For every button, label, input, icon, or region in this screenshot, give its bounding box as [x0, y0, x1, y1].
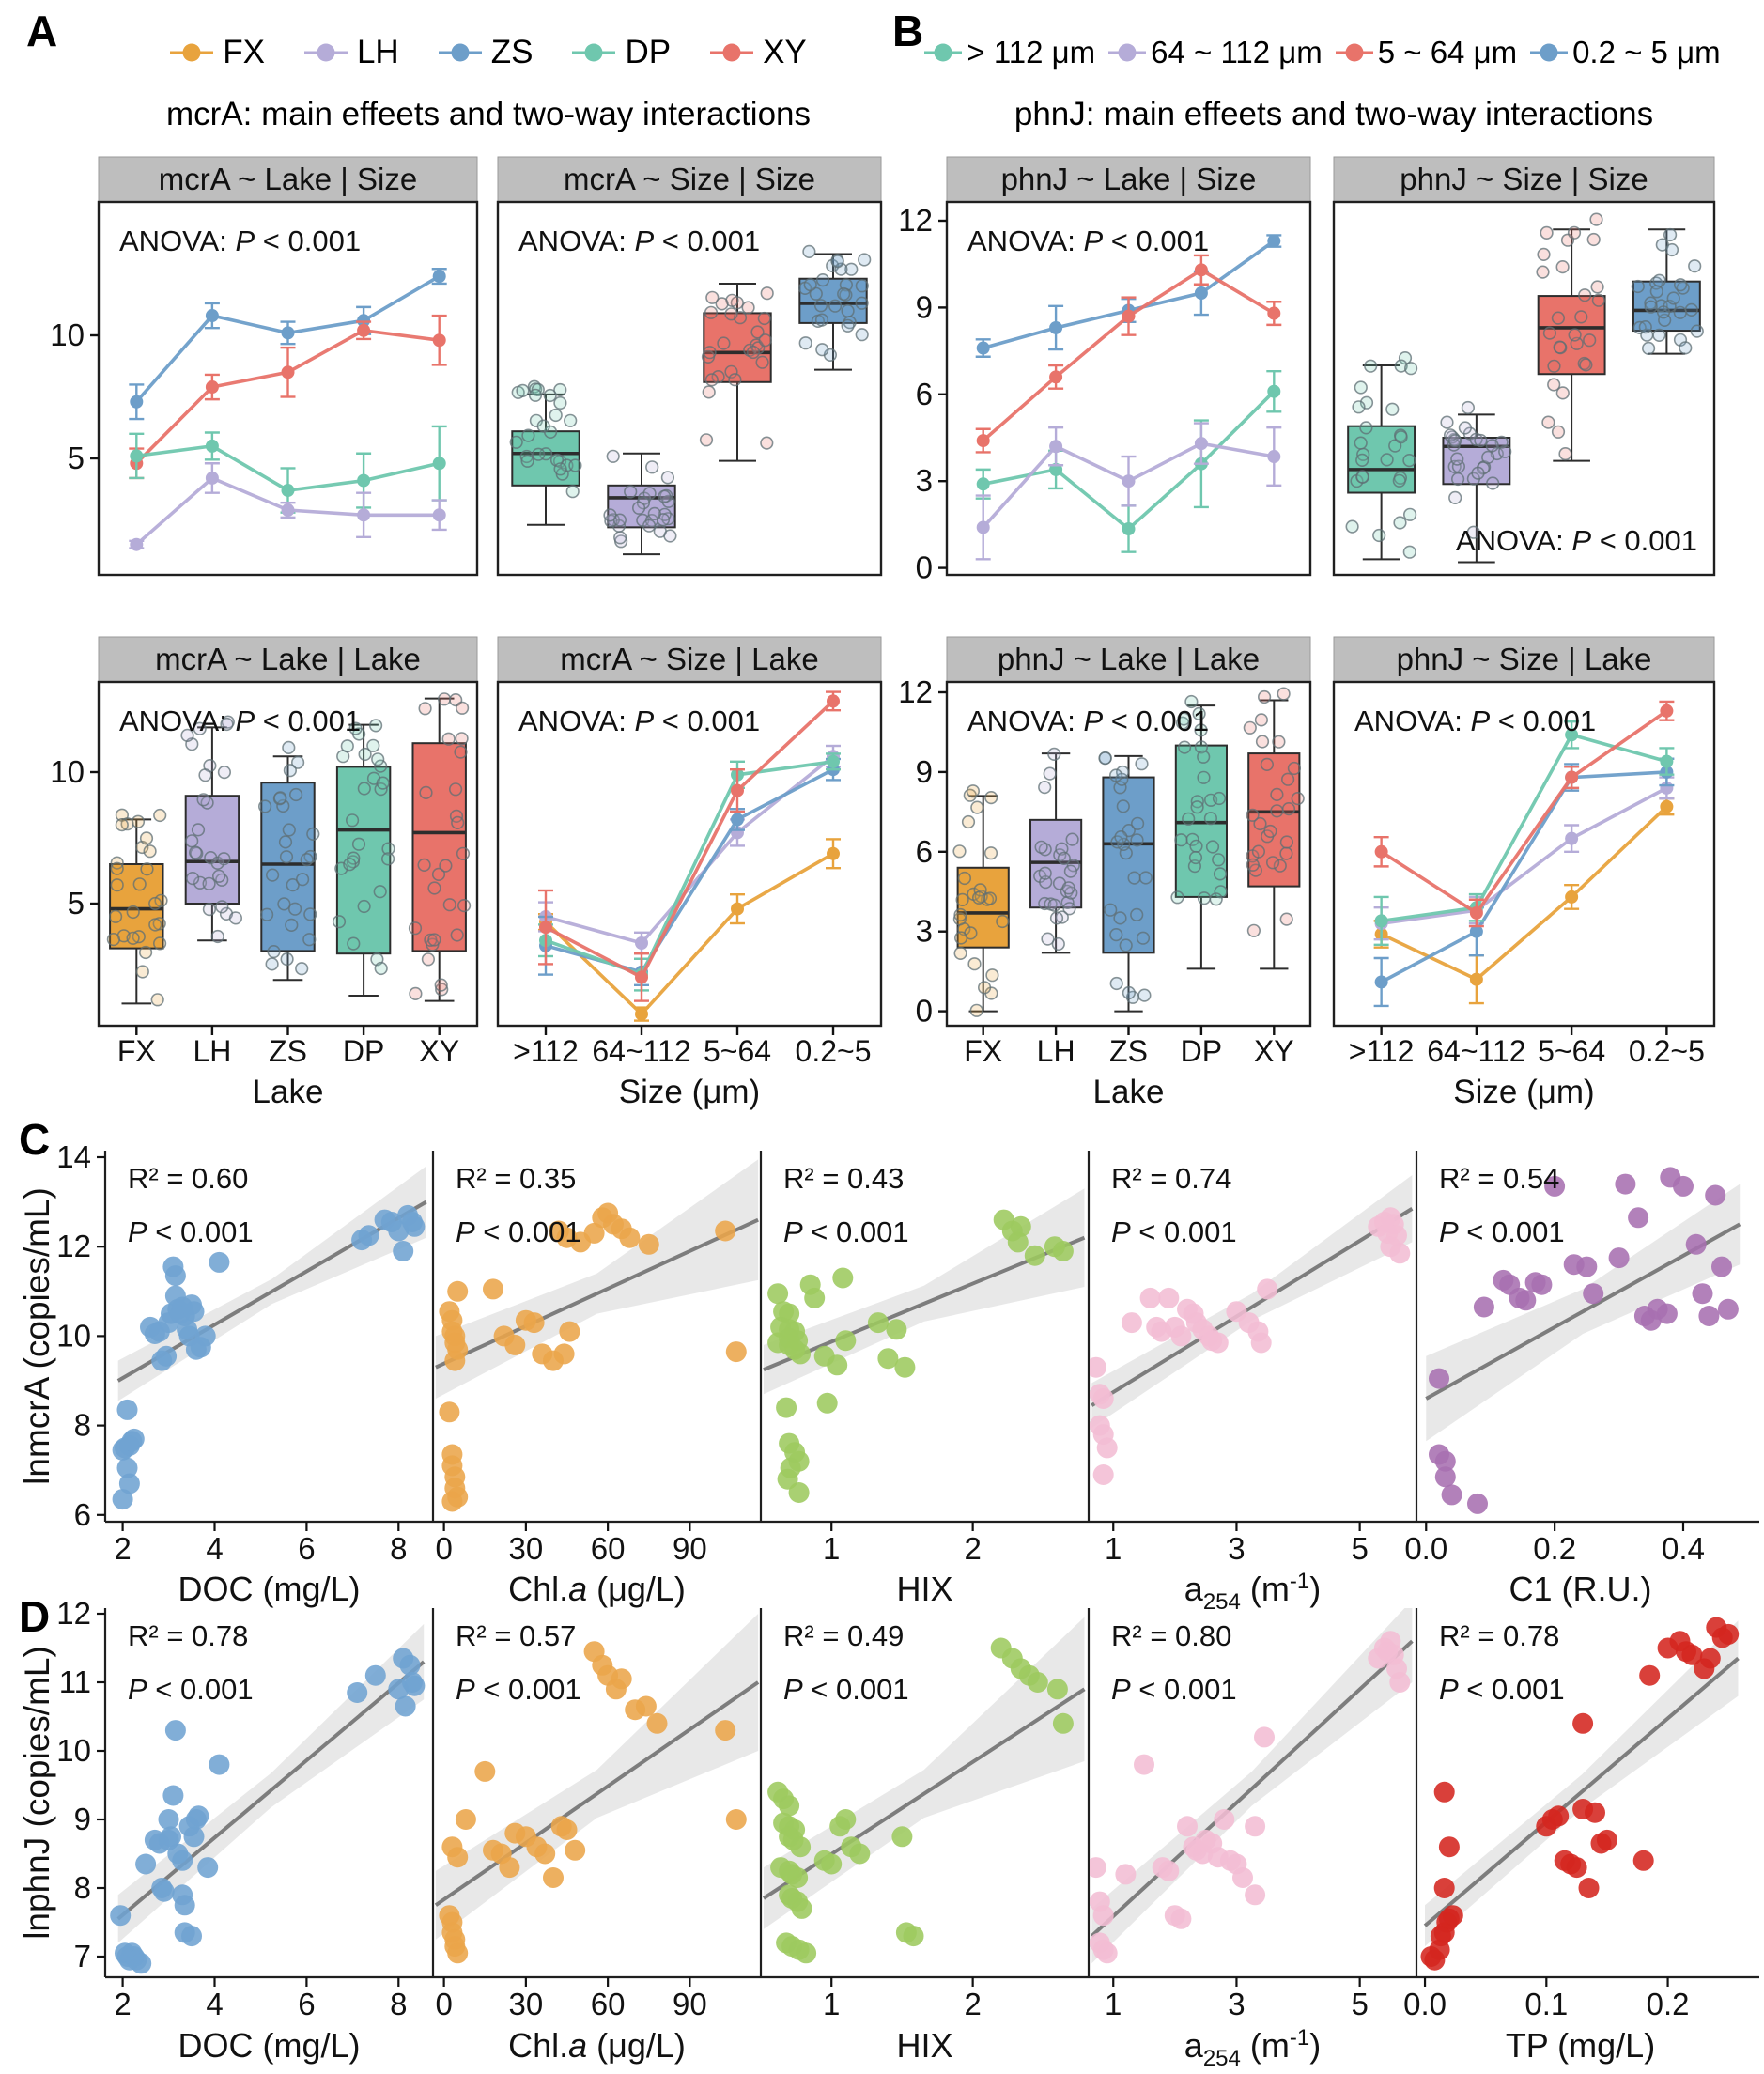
panel-a-legend — [94, 28, 883, 77]
y-tick-label: 5 — [67, 441, 85, 475]
y-axis-title: lnphnJ (copies/mL) — [18, 1646, 56, 1940]
scatter-c_a254 — [1086, 1151, 1416, 1615]
x-tick-label: 5~64 — [703, 1034, 772, 1068]
anova-annotation: ANOVA: P < 0.001 — [119, 224, 362, 257]
panel-c-label: C — [19, 1115, 51, 1164]
scatter-c_chla — [433, 1151, 761, 1608]
scatter-c_c1 — [1404, 1151, 1759, 1608]
x-tick-label: ZS — [269, 1034, 307, 1068]
x-tick-label: 60 — [590, 1531, 626, 1566]
legend-label: XY — [763, 34, 807, 70]
anova-annotation: ANOVA: P < 0.001 — [518, 704, 761, 737]
x-tick-label: LH — [1036, 1034, 1075, 1068]
scatter-row-D — [18, 1596, 1759, 2071]
legend-label: LH — [356, 34, 399, 70]
x-tick-label: 1 — [1105, 1531, 1122, 1566]
y-tick-label: 10 — [50, 754, 85, 789]
x-tick-label: 6 — [298, 1531, 316, 1566]
subplot-mcrA_size_size — [498, 157, 881, 575]
y-tick-label: 6 — [915, 833, 933, 869]
facet-header-text: mcrA ~ Size | Size — [563, 162, 816, 196]
legend-label: DP — [625, 34, 672, 70]
legend-pointrange-icon — [170, 40, 213, 65]
x-tick-label: 90 — [673, 1531, 707, 1566]
y-tick-label: 12 — [56, 1229, 91, 1264]
x-tick-label: 0.0 — [1404, 1531, 1448, 1566]
x-tick-label: 1 — [823, 1987, 841, 2021]
x-tick-label: 6 — [298, 1987, 316, 2021]
panel-b-legend — [885, 28, 1760, 77]
scatter-row-C — [18, 1139, 1759, 1615]
x-axis-title: Lake — [1092, 1074, 1165, 1110]
p-value-annotation: P < 0.001 — [456, 1673, 581, 1706]
scatter-d_tp — [1403, 1608, 1759, 2065]
scatter-d_doc — [56, 1596, 433, 2065]
y-tick-label: 10 — [50, 317, 85, 352]
p-value-annotation: P < 0.001 — [1439, 1215, 1565, 1248]
x-tick-label: 0.0 — [1403, 1987, 1447, 2021]
panel-b-title: phnJ: main effeets and two-way interactions — [1014, 96, 1654, 132]
anova-annotation: ANOVA: P < 0.001 — [1354, 704, 1597, 737]
y-tick-label: 7 — [73, 1939, 91, 1973]
y-tick-label: 14 — [56, 1139, 91, 1174]
legend-pointrange-icon — [924, 40, 962, 65]
x-tick-label: 0.2~5 — [795, 1034, 872, 1068]
legend-pointrange-icon — [304, 40, 348, 65]
facet-header-text: mcrA ~ Lake | Size — [158, 162, 418, 196]
x-tick-label: 1 — [1105, 1987, 1122, 2021]
scatter-content — [436, 1159, 758, 1511]
y-tick-label: 6 — [915, 376, 933, 411]
legend-item-64 ~ 112 μm — [1108, 35, 1323, 70]
y-tick-label: 12 — [56, 1596, 91, 1631]
legend-pointrange-icon — [1530, 40, 1568, 65]
legend-label: 64 ~ 112 μm — [1151, 35, 1323, 70]
legend-item-FX — [170, 34, 265, 71]
legend-item-ZS — [439, 34, 534, 71]
scatter-c_hix — [761, 1151, 1089, 1608]
p-value-annotation: P < 0.001 — [783, 1215, 909, 1248]
scatter-c_doc — [56, 1139, 433, 1608]
subplot-mcrA_lake_size — [50, 157, 477, 575]
x-tick-label: 2 — [964, 1987, 982, 2021]
facet-header-text: phnJ ~ Lake | Size — [1000, 162, 1257, 196]
x-tick-label: 30 — [508, 1531, 544, 1566]
x-tick-label: 2 — [114, 1987, 132, 2021]
y-tick-label: 0 — [915, 549, 933, 585]
x-tick-label: 8 — [390, 1987, 408, 2021]
y-tick-label: 10 — [56, 1733, 91, 1768]
scatter-d_chla — [433, 1608, 761, 2065]
y-tick-label: 8 — [73, 1870, 91, 1905]
x-tick-label: 3 — [1228, 1987, 1246, 2021]
x-tick-label: 4 — [206, 1531, 224, 1566]
y-tick-label: 9 — [73, 1802, 91, 1836]
x-tick-label: XY — [1253, 1034, 1294, 1068]
y-tick-label: 8 — [73, 1407, 91, 1443]
x-tick-label: 0.2~5 — [1628, 1034, 1705, 1068]
subplot-phnJ_lake_lake — [898, 637, 1310, 1110]
r-squared-annotation: R² = 0.49 — [783, 1619, 905, 1652]
r-squared-annotation: R² = 0.60 — [128, 1162, 249, 1195]
x-tick-label: 3 — [1228, 1531, 1246, 1566]
legend-item-XY — [710, 34, 807, 71]
legend-item-5 ~ 64 μm — [1336, 35, 1517, 70]
x-axis-title: DOC (mg/L) — [178, 1570, 361, 1608]
panel-a-label: A — [26, 7, 58, 55]
x-axis-title: Chl.a (μg/L) — [508, 2026, 686, 2065]
x-tick-label: 60 — [590, 1987, 626, 2021]
y-tick-label: 3 — [915, 463, 933, 499]
confidence-band — [1091, 1175, 1412, 1428]
regression-line — [764, 1689, 1084, 1898]
legend-label: 5 ~ 64 μm — [1377, 35, 1518, 70]
x-tick-label: >112 — [513, 1034, 579, 1068]
r-squared-annotation: R² = 0.57 — [456, 1619, 577, 1652]
p-value-annotation: P < 0.001 — [1111, 1673, 1237, 1706]
x-axis-title: $a_{254}$ $(m^{-1})$ — [1184, 2025, 1322, 2071]
legend-pointrange-icon — [572, 40, 615, 65]
x-tick-label: ZS — [1109, 1034, 1148, 1068]
y-tick-label: 11 — [58, 1664, 91, 1699]
x-tick-label: 5~64 — [1538, 1034, 1606, 1068]
x-axis-title: Size (μm) — [618, 1074, 761, 1110]
x-tick-label: 1 — [823, 1531, 841, 1566]
x-tick-label: 4 — [206, 1987, 224, 2021]
panel-a-title: mcrA: main effeets and two-way interactions — [165, 96, 812, 132]
x-tick-label: 64~112 — [1427, 1034, 1526, 1068]
legend-item-DP — [572, 34, 671, 71]
x-tick-label: LH — [193, 1034, 232, 1068]
x-axis-title: $a_{254}$ $(m^{-1})$ — [1184, 1569, 1322, 1615]
y-axis-title: lnmcrA (copies/mL) — [18, 1187, 56, 1485]
legend-item-> 112 μm — [924, 35, 1095, 70]
x-tick-label: 0.2 — [1533, 1531, 1577, 1566]
y-tick-label: 12 — [898, 674, 933, 709]
x-axis-title: Chl.a (μg/L) — [508, 1570, 686, 1608]
p-value-annotation: P < 0.001 — [783, 1673, 909, 1706]
confidence-band — [1091, 1600, 1412, 1963]
p-value-annotation: P < 0.001 — [1439, 1673, 1565, 1706]
x-tick-label: XY — [419, 1034, 460, 1068]
scatter-d_a254 — [1086, 1600, 1416, 2071]
x-tick-label: FX — [964, 1034, 1003, 1068]
panel-b-label: B — [892, 7, 924, 55]
x-axis-title: Size (μm) — [1453, 1074, 1595, 1110]
x-tick-label: DP — [1180, 1034, 1223, 1068]
x-tick-label: 5 — [1351, 1531, 1369, 1566]
x-tick-label: 2 — [964, 1531, 982, 1566]
x-axis-title: DOC (mg/L) — [178, 2026, 361, 2065]
subplot-mcrA_size_lake — [498, 637, 881, 1110]
anova-annotation: ANOVA: P < 0.001 — [119, 704, 362, 737]
anova-annotation: ANOVA: P < 0.001 — [967, 224, 1210, 257]
r-squared-annotation: R² = 0.78 — [128, 1619, 249, 1652]
facet-header-text: phnJ ~ Lake | Lake — [997, 642, 1261, 676]
r-squared-annotation: R² = 0.43 — [783, 1162, 905, 1195]
legend-label: ZS — [490, 34, 534, 70]
subplot-phnJ_size_lake — [1334, 637, 1714, 1110]
p-value-annotation: P < 0.001 — [128, 1673, 254, 1706]
scatter-d_hix — [761, 1608, 1089, 2065]
panel-d-label: D — [19, 1592, 51, 1641]
scatter-content — [436, 1614, 758, 1963]
x-tick-label: 0 — [435, 1987, 453, 2021]
r-squared-annotation: R² = 0.74 — [1111, 1162, 1232, 1195]
x-tick-label: >112 — [1348, 1034, 1415, 1068]
legend-pointrange-icon — [1108, 40, 1146, 65]
subplot-mcrA_lake_lake — [50, 637, 477, 1110]
x-tick-label: 0 — [435, 1531, 453, 1566]
legend-pointrange-icon — [1336, 40, 1373, 65]
legend-pointrange-icon — [710, 40, 753, 65]
legend-label: 0.2 ~ 5 μm — [1572, 35, 1721, 70]
scatter-content — [1086, 1600, 1413, 1963]
anova-annotation: ANOVA: P < 0.001 — [967, 704, 1210, 737]
y-tick-label: 3 — [915, 913, 933, 949]
x-axis-title: TP (mg/L) — [1505, 2026, 1656, 2065]
legend-label: FX — [223, 34, 265, 70]
x-tick-label: 64~112 — [592, 1034, 691, 1068]
x-axis-title: HIX — [896, 2026, 953, 2065]
x-tick-label: 5 — [1351, 1987, 1369, 2021]
x-tick-label: 0.2 — [1646, 1987, 1690, 2021]
x-axis-title: Lake — [252, 1074, 324, 1110]
y-tick-label: 5 — [67, 886, 85, 921]
confidence-band — [1425, 1620, 1739, 1946]
anova-annotation: ANOVA: P < 0.001 — [518, 224, 761, 257]
subplot-phnJ_lake_size — [898, 157, 1310, 585]
y-tick-label: 9 — [915, 289, 933, 325]
subplot-phnJ_size_size — [1334, 157, 1714, 575]
confidence-band — [436, 1159, 758, 1399]
facet-header-text: phnJ ~ Size | Size — [1400, 162, 1648, 196]
legend-label: > 112 μm — [967, 35, 1096, 70]
legend-item-0.2 ~ 5 μm — [1530, 35, 1721, 70]
x-tick-label: DP — [342, 1034, 385, 1068]
facet-header-text: mcrA ~ Size | Lake — [560, 642, 819, 676]
legend-pointrange-icon — [439, 40, 482, 65]
regression-line — [436, 1682, 758, 1905]
x-axis-title: HIX — [896, 1570, 953, 1608]
r-squared-annotation: R² = 0.78 — [1439, 1619, 1560, 1652]
x-tick-label: 30 — [508, 1987, 544, 2021]
y-tick-label: 0 — [915, 993, 933, 1029]
x-tick-label: 2 — [114, 1531, 132, 1566]
x-axis-title: C1 (R.U.) — [1509, 1570, 1652, 1608]
x-tick-label: 0.4 — [1662, 1531, 1705, 1566]
p-value-annotation: P < 0.001 — [1111, 1215, 1237, 1248]
r-squared-annotation: R² = 0.54 — [1439, 1162, 1560, 1195]
r-squared-annotation: R² = 0.80 — [1111, 1619, 1232, 1652]
plot-panel — [1334, 202, 1714, 575]
y-tick-label: 10 — [56, 1318, 91, 1354]
y-tick-label: 6 — [73, 1496, 91, 1532]
scatter-content — [764, 1617, 1085, 1964]
scatter-content — [1421, 1617, 1740, 1971]
facet-header-text: phnJ ~ Size | Lake — [1396, 642, 1652, 676]
anova-annotation: ANOVA: P < 0.001 — [1455, 524, 1697, 557]
facet-header-text: mcrA ~ Lake | Lake — [155, 642, 421, 676]
p-value-annotation: P < 0.001 — [456, 1215, 581, 1248]
x-tick-label: 0.1 — [1524, 1987, 1569, 2021]
x-tick-label: 8 — [390, 1531, 408, 1566]
x-tick-label: FX — [116, 1034, 156, 1068]
p-value-annotation: P < 0.001 — [128, 1215, 254, 1248]
legend-item-LH — [304, 34, 399, 71]
y-tick-label: 12 — [898, 203, 933, 238]
x-tick-label: 90 — [673, 1987, 707, 2021]
r-squared-annotation: R² = 0.35 — [456, 1162, 577, 1195]
y-tick-label: 9 — [915, 753, 933, 789]
confidence-band — [764, 1617, 1085, 1929]
